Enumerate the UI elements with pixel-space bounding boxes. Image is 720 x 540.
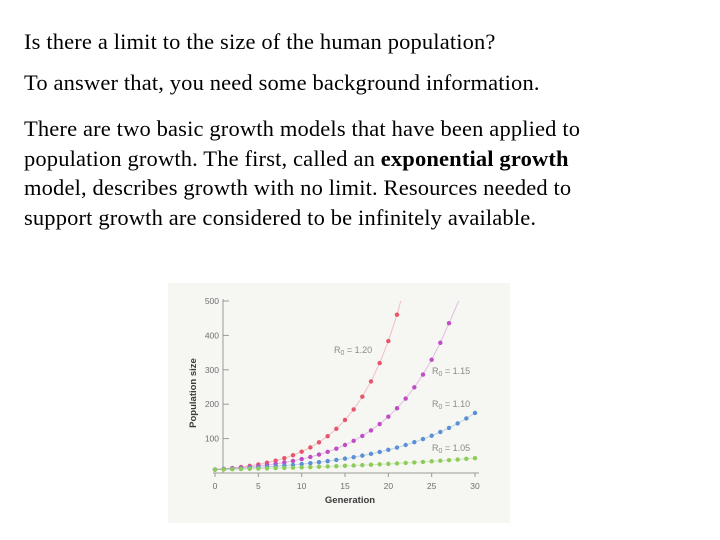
- data-point: [464, 457, 468, 461]
- data-point: [360, 463, 364, 467]
- data-point: [273, 466, 277, 470]
- y-tick-label: 200: [204, 399, 219, 410]
- data-point: [403, 443, 407, 447]
- question-text: Is there a limit to the size of the human population?: [24, 29, 496, 54]
- data-point: [334, 464, 338, 468]
- x-tick-label: 0: [212, 481, 218, 491]
- data-point: [429, 459, 433, 463]
- data-point: [386, 462, 390, 466]
- data-point: [325, 450, 329, 454]
- paragraph-line-3: model, describes growth with no limit. Resources needed to: [24, 175, 572, 200]
- data-point: [334, 446, 338, 450]
- data-point: [351, 455, 355, 459]
- paragraph-line-1: There are two basic growth models that have been applied to: [24, 116, 581, 141]
- data-point: [377, 450, 381, 454]
- data-point: [213, 467, 217, 471]
- data-point: [438, 341, 442, 345]
- data-point: [325, 459, 329, 463]
- data-point: [438, 430, 442, 434]
- data-point: [429, 434, 433, 438]
- data-point: [343, 464, 347, 468]
- data-point: [473, 456, 477, 460]
- data-point: [351, 439, 355, 443]
- x-tick-label: 30: [470, 481, 480, 491]
- data-point: [360, 434, 364, 438]
- data-point: [395, 445, 399, 449]
- exponential-growth-term: exponential growth: [380, 145, 569, 171]
- exponential-growth-chart: [168, 283, 510, 523]
- data-point: [369, 428, 373, 432]
- growth-models-paragraph: [24, 114, 580, 232]
- data-point: [308, 445, 312, 449]
- y-tick-label: 500: [204, 296, 219, 306]
- data-point: [369, 452, 373, 456]
- data-point: [447, 458, 451, 462]
- data-point: [317, 460, 321, 464]
- data-point: [317, 452, 321, 456]
- data-point: [291, 459, 295, 463]
- data-point: [421, 372, 425, 376]
- data-point: [360, 453, 364, 457]
- chart-series-labels: [334, 345, 470, 455]
- y-tick-label: 100: [204, 433, 219, 444]
- x-axis-title: Generation: [324, 495, 376, 506]
- data-point: [343, 443, 347, 447]
- data-point: [386, 414, 390, 418]
- data-point: [317, 440, 321, 444]
- data-point: [299, 465, 303, 469]
- series-curve: [215, 301, 459, 470]
- data-point: [386, 339, 390, 343]
- data-point: [412, 460, 416, 464]
- series-curve: [215, 301, 401, 470]
- y-axis-title: Population size: [188, 358, 199, 428]
- data-point: [412, 385, 416, 389]
- x-tick-label: 25: [426, 481, 437, 491]
- data-point: [473, 411, 477, 415]
- data-point: [412, 440, 416, 444]
- data-point: [343, 418, 347, 422]
- paragraph-line-4: support growth are considered to be infinitely available.: [24, 204, 537, 230]
- data-point: [395, 461, 399, 465]
- data-point: [360, 394, 364, 398]
- data-point: [291, 453, 295, 457]
- data-point: [369, 379, 373, 383]
- x-tick-label: 15: [340, 481, 350, 491]
- data-point: [403, 396, 407, 400]
- data-point: [395, 313, 399, 317]
- data-point: [455, 457, 459, 461]
- data-point: [447, 321, 451, 325]
- data-point: [239, 467, 243, 471]
- series-label: $R_0 = 1.15$: [432, 366, 471, 378]
- data-point: [282, 466, 286, 470]
- data-point: [221, 467, 225, 471]
- data-point: [325, 434, 329, 438]
- data-point: [447, 426, 451, 430]
- paragraph-line-2: population growth. The first, called an: [24, 145, 381, 171]
- y-tick-label: 300: [204, 364, 219, 375]
- x-tick-label: 5: [255, 481, 261, 491]
- series-label: $R_0 = 1.10$: [432, 399, 471, 411]
- data-point: [455, 421, 459, 425]
- data-point: [395, 406, 399, 410]
- data-point: [403, 461, 407, 465]
- data-point: [308, 465, 312, 469]
- data-point: [256, 466, 260, 470]
- data-point: [421, 460, 425, 464]
- data-point: [299, 450, 303, 454]
- data-point: [377, 361, 381, 365]
- data-point: [308, 455, 312, 459]
- data-point: [265, 466, 269, 470]
- data-point: [351, 407, 355, 411]
- data-point: [386, 448, 390, 452]
- x-tick-label: 20: [383, 481, 394, 491]
- data-point: [299, 457, 303, 461]
- data-point: [343, 456, 347, 460]
- data-point: [230, 467, 234, 471]
- data-point: [325, 464, 329, 468]
- y-tick-label: 400: [204, 330, 219, 341]
- x-tick-label: 10: [296, 481, 307, 491]
- data-point: [377, 462, 381, 466]
- data-point: [247, 467, 251, 471]
- data-point: [421, 437, 425, 441]
- data-point: [369, 463, 373, 467]
- chart-svg: [168, 283, 510, 523]
- data-point: [377, 422, 381, 426]
- data-point: [334, 427, 338, 431]
- series-label: $R_0 = 1.20$: [334, 345, 373, 357]
- data-point: [282, 456, 286, 460]
- data-point: [317, 465, 321, 469]
- data-point: [334, 458, 338, 462]
- data-point: [308, 461, 312, 465]
- background-text: To answer that, you need some background information.: [24, 70, 540, 95]
- data-point: [464, 416, 468, 420]
- data-point: [429, 358, 433, 362]
- data-point: [438, 459, 442, 463]
- series-label: $R_0 = 1.05$: [432, 443, 471, 455]
- data-point: [351, 463, 355, 467]
- data-point: [291, 465, 295, 469]
